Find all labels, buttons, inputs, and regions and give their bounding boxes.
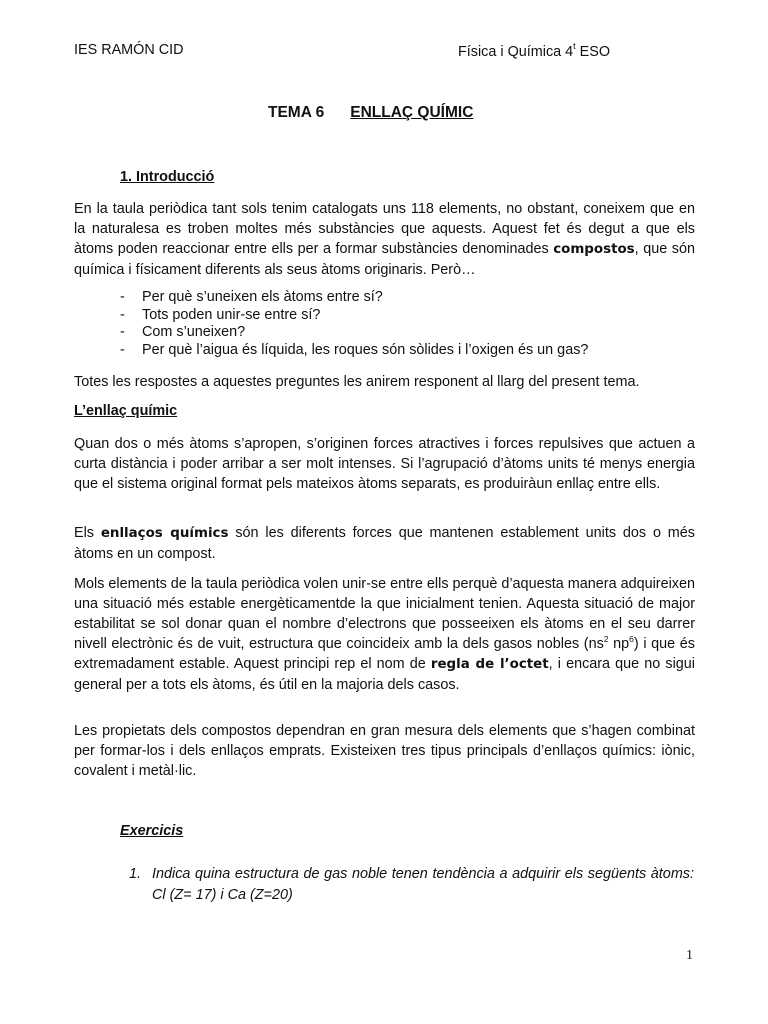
question-list [120, 289, 588, 359]
exercise-number: 1. [129, 866, 142, 882]
octet-text-b: ) i que és extremadament estable. Aquest principi rep el nom de [74, 636, 695, 672]
header-course-tail: ESO [575, 43, 611, 60]
exercise-text: Indica quina estructura de gas noble tenen tendència a adquirir els següents àtoms: Cl (Z= 17) i Ca (Z=20) [152, 866, 694, 903]
exercise-item [129, 864, 694, 906]
intro-text-a: En la taula periòdica tant sols tenim catalogats uns 118 elements, no obstant, coneixem que en la naturalesa es troben moltes més substàncies que aquests. Aquest fet és degut a que els àtoms poden reaccionar entre ells per a formar substàncies denominades [74, 201, 695, 257]
header-course [458, 42, 610, 60]
octet-sup-2: 6 [629, 634, 634, 645]
properties-paragraph: Les propietats dels compostos dependran en gran mesura dels elements que s’hagen combinat per formar-los i dels enllaços emprats. Existeixen tres tipus principals d’enllaços químics: iònic, covalent i metàl·lic. [74, 723, 695, 779]
list-item [120, 342, 588, 360]
header-course-sup: t [573, 41, 576, 51]
octet-paragraph [74, 574, 695, 695]
bullet-dash: - [120, 289, 125, 305]
octet-sup-1: 2 [603, 634, 609, 645]
octet-bold-rule: regla de l’octet [430, 657, 549, 672]
list-item [120, 324, 588, 342]
octet-text-mid: np [608, 636, 630, 652]
bullet-dash: - [120, 324, 125, 340]
section-heading-bond: L’enllaç químic [74, 403, 178, 419]
title-name: ENLLAÇ QUÍMIC [350, 104, 474, 121]
bullet-dash: - [120, 306, 125, 323]
question-text: Per què s’uneixen els àtoms entre sí? [142, 289, 383, 305]
bond-p2-text-a: Els [74, 525, 101, 541]
header-school: IES RAMÓN CID [74, 42, 184, 58]
title-number: TEMA 6 [268, 104, 325, 121]
bond-p2-text-b: són les diferents forces que mantenen establement units dos o més àtoms en un compost. [74, 525, 695, 562]
list-item [120, 289, 588, 307]
page-number: 1 [686, 948, 693, 963]
octet-text-c: , i encara que no sigui general per a tots els àtoms, és útil en la majoria dels casos. [74, 656, 695, 693]
bullet-dash: - [120, 341, 125, 358]
intro-text-b: , que són química i físicament diferents als seus àtoms originaris. Però… [74, 241, 695, 278]
section-heading-introduction: 1. Introducció [120, 169, 215, 185]
bond-paragraph-2 [74, 523, 695, 564]
document-title [268, 104, 473, 122]
exercises-heading: Exercicis [120, 823, 184, 839]
list-item [120, 307, 588, 325]
question-text: Tots poden unir-se entre sí? [142, 306, 321, 323]
intro-paragraph [74, 199, 695, 280]
question-text: Per què l’aigua és líquida, les roques són sòlides i l’oxigen és un gas? [142, 341, 589, 358]
header-course-main: Física i Química 4 [458, 43, 574, 60]
bond-paragraph-1: Quan dos o més àtoms s’apropen, s’originen forces atractives i forces repulsives que actuen a curta distància i poder arribar a ser molt intenses. Si l’agrupació d’àtoms units té menys energia que el sistema original format pels mateixos àtoms separats, es produiràun enllaç entre ells. [74, 436, 695, 492]
bond-p2-bold: enllaços químics [100, 526, 229, 541]
octet-text-a: Mols elements de la taula periòdica volen unir-se entre ells perquè d’aquesta manera adquireixen una situació més estable energèticamentde la que inicialment tenien. Aquesta situació de major estabilitat se sol donar quan el nombre d’electrons que posseeixen els àtoms en el seu darrer nivell electrònic és de vuit, estructura que coincideix amb la dels gasos nobles (ns [74, 576, 695, 652]
question-text: Com s’uneixen? [142, 324, 246, 340]
answers-paragraph: Totes les respostes a aquestes preguntes les anirem responent al llarg del present tema. [74, 374, 640, 390]
intro-bold-compostos: compostos [553, 242, 635, 257]
